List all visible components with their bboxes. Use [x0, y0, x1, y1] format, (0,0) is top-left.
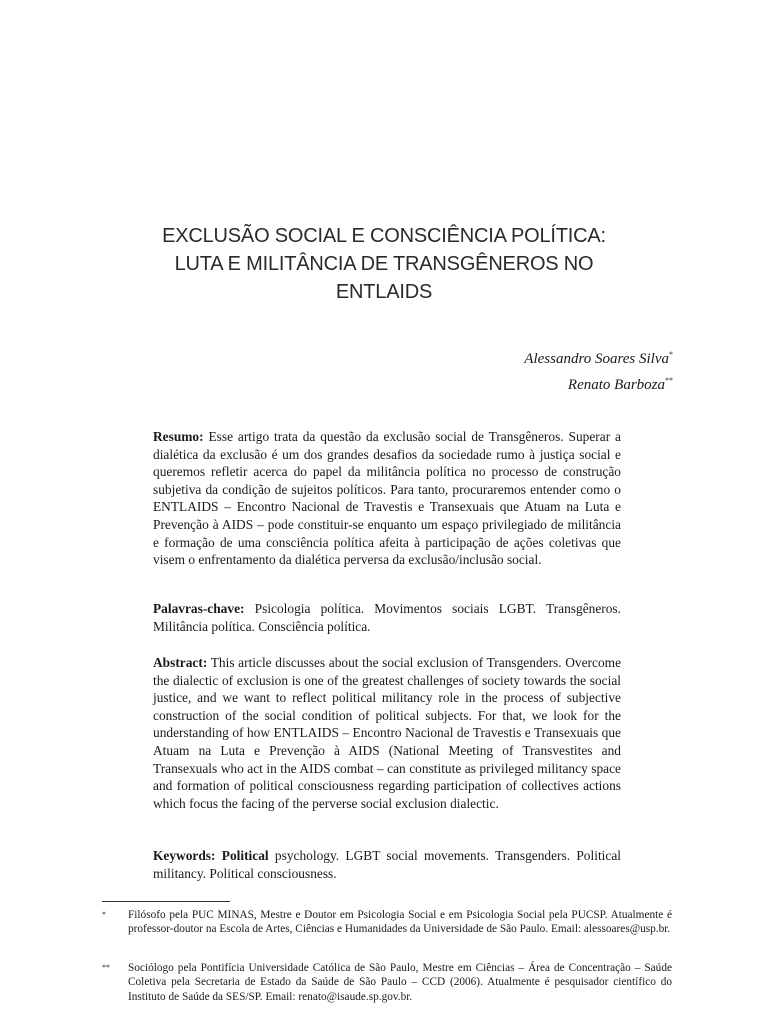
footnote-2	[102, 961, 672, 1004]
footnote-1	[102, 908, 672, 937]
title-line-3: ENTLAIDS	[335, 281, 433, 303]
title-line-2: LUTA E MILITÂNCIA DE TRANSGÊNEROS NO	[174, 253, 594, 275]
footnote-divider	[102, 901, 230, 902]
resumo-label: Resumo:	[153, 429, 204, 444]
keywords-text: psychology. LGBT social movements. Transgenders. Political militancy. Political consciousness.	[153, 848, 621, 881]
author-2	[524, 370, 673, 396]
author-name: Renato Barboza	[567, 377, 665, 393]
abstract-label: Abstract:	[153, 655, 208, 670]
palavras-chave-label: Palavras-chave:	[153, 601, 245, 616]
title-line-1: EXCLUSÃO SOCIAL E CONSCIÊNCIA POLÍTICA:	[162, 225, 606, 247]
palavras-chave-text: Psicologia política. Movimentos sociais LGBT. Transgêneros. Militância política. Consciência política.	[153, 601, 621, 634]
footnote-2-text: Sociólogo pela Pontifícia Universidade Católica de São Paulo, Mestre em Ciências – Área de Concentração – Saúde Coletiva pela Secretaria de Estado da Saúde de São Paulo – CCD (2006). Atualmente é pesquisador científico do Instituto de Saúde da SES/SP. Email: renato@isaude.sp.gov.br.	[128, 962, 672, 1003]
article-title	[100, 222, 668, 306]
footnote-2-mark: **	[102, 963, 110, 972]
author-name: Alessandro Soares Silva	[524, 351, 669, 367]
resumo-text: Esse artigo trata da questão da exclusão social de Transgêneros. Superar a dialética da exclusão é um dos grandes desafios da sociedade rumo à justiça social e queremos refletir acerca do papel da militância política no processo de construção subjetiva da condição de sujeitos políticos. Para tanto, procuraremos entender como o ENTLAIDS – Encontro Nacional de Travestis e Transexuais que Atuam na Luta e Prevenção à AIDS – pode constituir-se enquanto um espaço privilegiado de militância e formação de uma consciência política afeita à participação de ações coletivas que visem o enfrentamento da dialética perversa da exclusão/inclusão social.	[153, 429, 621, 568]
footnote-mark[interactable]: *	[669, 350, 673, 359]
keywords-section	[153, 847, 621, 882]
palavras-chave-section	[153, 600, 621, 635]
footnote-mark[interactable]: **	[665, 376, 673, 385]
author-list	[524, 344, 673, 396]
abstract-section	[153, 654, 621, 812]
resumo-section	[153, 428, 621, 569]
author-1	[524, 344, 673, 370]
footnote-1-text: Filósofo pela PUC MINAS, Mestre e Doutor em Psicologia Social e em Psicologia Social pela PUCSP. Atualmente é professor-doutor na Escola de Artes, Ciências e Humanidades da Universidade de São Paulo. Email: alessoares@usp.br.	[128, 909, 672, 936]
abstract-text: This article discusses about the social exclusion of Transgenders. Overcome the dialectic of exclusion is one of the greatest challenges of society towards the social justice, and we want to reflect political militancy role in the process of subjective construction of the social condition of political subjects. For that, we look for the understanding of how ENTLAIDS – Encontro Nacional de Travestis e Transexuais que Atuam na Luta e Prevenção à AIDS (National Meeting of Transvestites and Transexuals who act in the AIDS combat – can constitute as privileged militancy space and formation of political consciousness regarding participation of collectives actions which focus the facing of the perverse social exclusion dialectic.	[153, 655, 622, 811]
keywords-label: Keywords: Political	[153, 848, 269, 863]
footnote-1-mark: *	[102, 910, 106, 919]
